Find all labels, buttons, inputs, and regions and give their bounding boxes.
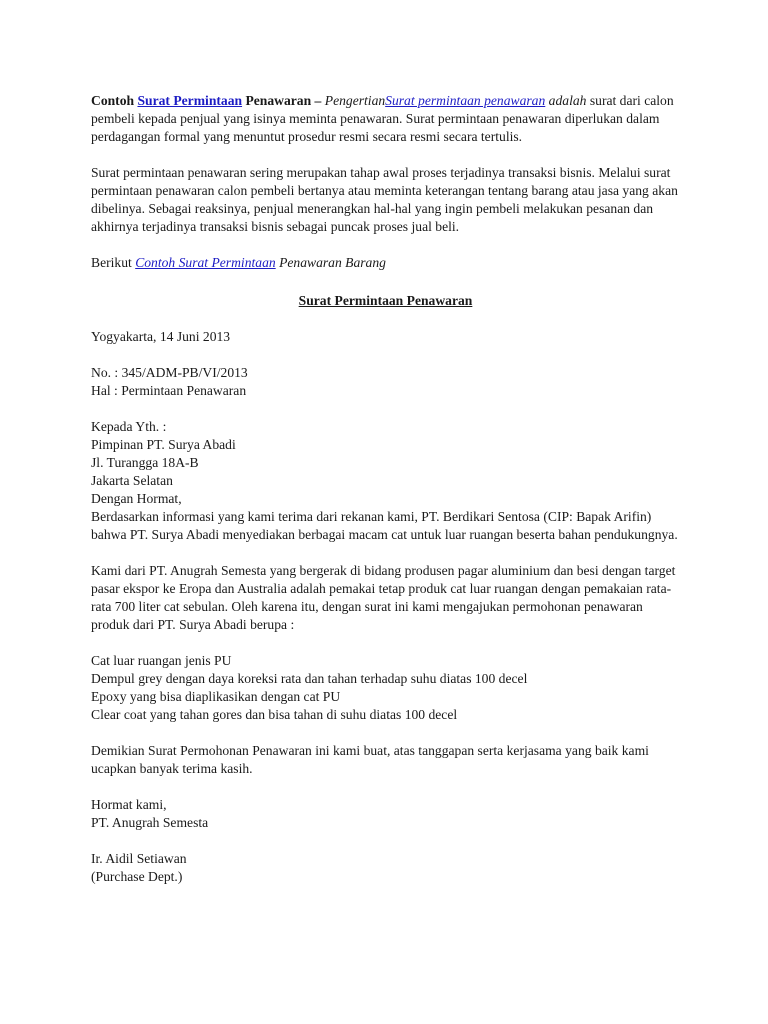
list-item: Cat luar ruangan jenis PU: [91, 653, 232, 668]
intro-text: surat dari calon pembeli kepada penjual yang isinya meminta penawaran. Surat permintaan penawaran diperlukan dalam perdagangan formal yang menuntut prosedur resmi secara resmi secara tertulis.: [91, 93, 674, 144]
signatory-name: Ir. Aidil Setiawan: [91, 851, 187, 866]
letter-title: Surat Permintaan Penawaran: [298, 293, 473, 308]
recipient-line: Pimpinan PT. Surya Abadi: [91, 437, 236, 452]
paragraph-2: Surat permintaan penawaran sering merupakan tahap awal proses terjadinya transaksi bisnis. Melalui surat permintaan penawaran calon pembeli bertanya atau meminta keterangan tentang barang atau jasa yang akan dibelinya. Sebagai reaksinya, penjual menerangkan hal-hal yang ingin pembeli melakukan pesanan dan akhirnya terjadinya transaksi bisnis sebagai puncak proses jual beli.: [91, 165, 678, 234]
letter-place-date: Yogyakarta, 14 Juni 2013: [91, 329, 231, 344]
letter-number: No. : 345/ADM-PB/VI/2013: [91, 365, 248, 380]
list-item: Epoxy yang bisa diaplikasikan dengan cat PU: [91, 689, 341, 704]
surat-permintaan-link[interactable]: Surat Permintaan: [137, 93, 243, 108]
example-intro-prefix: Berikut: [91, 255, 136, 270]
greeting-line: Dengan Hormat,: [91, 491, 182, 506]
surat-permintaan-penawaran-link[interactable]: Surat permintaan penawaran: [385, 93, 546, 108]
intro-paragraph: [91, 92, 680, 146]
letter-subject: Hal : Permintaan Penawaran: [91, 383, 247, 398]
letter-body-1: Berdasarkan informasi yang kami terima dari rekanan kami, PT. Berdikari Sentosa (CIP: Bapak Arifin) bahwa PT. Surya Abadi menyediakan berbagai macam cat untuk luar ruangan beserta bahan pendukungnya.: [91, 509, 678, 542]
list-item: Clear coat yang tahan gores dan bisa tahan di suhu diatas 100 decel: [91, 707, 458, 722]
sign-off-line: Hormat kami,: [91, 797, 167, 812]
letter-recipient-block: [91, 418, 680, 544]
recipient-line: Kepada Yth. :: [91, 419, 167, 434]
letter-sign-off: [91, 796, 680, 832]
letter-signatory: [91, 850, 680, 886]
recipient-line: Jl. Turangga 18A-B: [91, 455, 199, 470]
intro-italic-prefix: Pengertian: [324, 93, 386, 108]
example-intro: [91, 254, 680, 272]
example-intro-suffix: Penawaran Barang: [275, 255, 386, 270]
recipient-line: Jakarta Selatan: [91, 473, 173, 488]
intro-italic-suffix: adalah: [545, 93, 587, 108]
intro-bold-suffix: Penawaran –: [242, 93, 325, 108]
list-item: Dempul grey dengan daya koreksi rata dan tahan terhadap suhu diatas 100 decel: [91, 671, 528, 686]
contoh-surat-permintaan-link[interactable]: Contoh Surat Permintaan: [135, 255, 276, 270]
signatory-title: (Purchase Dept.): [91, 869, 183, 884]
letter-items-list: [91, 652, 680, 724]
sign-off-company: PT. Anugrah Semesta: [91, 815, 209, 830]
letter-body-2: Kami dari PT. Anugrah Semesta yang bergerak di bidang produsen pagar aluminium dan besi dengan target pasar ekspor ke Eropa dan Australia adalah pemakai tetap produk cat luar ruangan dengan pemakaian rata-rata 700 liter cat sebulan. Oleh karena itu, dengan surat ini kami mengajukan permohonan penawaran produk dari PT. Surya Abadi berupa :: [91, 563, 676, 632]
letter-closing: Demikian Surat Permohonan Penawaran ini kami buat, atas tanggapan serta kerjasama yang baik kami ucapkan banyak terima kasih.: [91, 743, 649, 776]
intro-bold-prefix: Contoh: [91, 93, 138, 108]
letter-number-block: [91, 364, 680, 400]
